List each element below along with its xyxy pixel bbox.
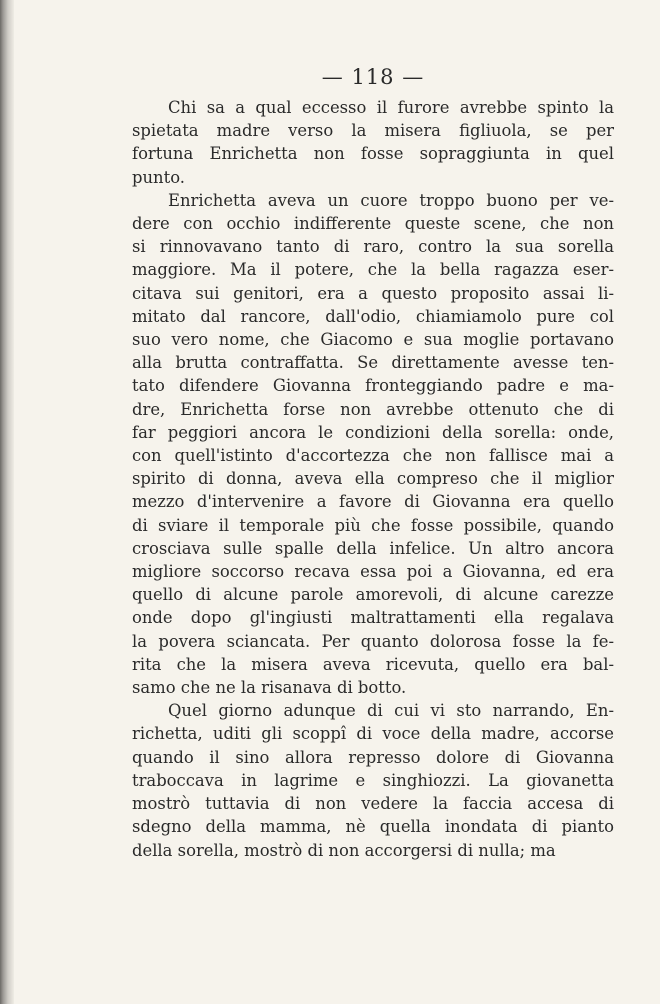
book-page xyxy=(132,62,614,862)
text-line: richetta, uditi gli scoppî di voce della madre, accorse xyxy=(132,724,614,744)
text-line: maggiore. Ma il potere, che la bella ragazza eser- xyxy=(132,260,614,280)
text-line: alla brutta contraffatta. Se direttamente avesse ten- xyxy=(132,353,614,373)
text-line: con quell'istinto d'accortezza che non fallisce mai a xyxy=(132,446,614,466)
text-line: traboccava in lagrime e singhiozzi. La giovanetta xyxy=(132,770,614,790)
page-text xyxy=(132,96,614,862)
text-line: crosciava sulle spalle della infelice. Un altro ancora xyxy=(132,538,614,558)
text-line: Enrichetta aveva un cuore troppo buono per ve- xyxy=(168,190,614,210)
text-line: Chi sa a qual eccesso il furore avrebbe spinto la xyxy=(168,98,614,117)
paragraph xyxy=(132,699,614,861)
text-line: quello di alcune parole amorevoli, di alcune carezze xyxy=(132,585,614,605)
text-line: citava sui genitori, era a questo proposito assai li- xyxy=(132,283,614,303)
text-line: quando il sino allora represso dolore di Giovanna xyxy=(132,747,614,767)
scan-edge-shadow xyxy=(0,0,14,1004)
text-line: della sorella, mostrò di non accorgersi di nulla; ma xyxy=(132,840,556,860)
text-line: la povera sciancata. Per quanto dolorosa fosse la fe- xyxy=(132,631,614,651)
paragraph xyxy=(132,189,614,699)
text-line: mitato dal rancore, dall'odio, chiamiamolo pure col xyxy=(132,306,614,326)
text-line: suo vero nome, che Giacomo e sua moglie portavano xyxy=(132,330,614,350)
text-line: spietata madre verso la misera figliuola, se per xyxy=(132,121,614,141)
text-line: spirito di donna, aveva ella compreso che il miglior xyxy=(132,469,614,489)
text-line: tato difendere Giovanna fronteggiando padre e ma- xyxy=(132,376,614,396)
text-line: samo che ne la risanava di botto. xyxy=(132,678,407,698)
text-line: far peggiori ancora le condizioni della sorella: onde, xyxy=(132,422,614,442)
text-line: mostrò tuttavia di non vedere la faccia accesa di xyxy=(132,794,614,814)
text-line: mezzo d'intervenire a favore di Giovanna era quello xyxy=(132,492,614,512)
page-number: — 118 — xyxy=(321,65,425,89)
paragraph xyxy=(132,96,614,189)
text-line: di sviare il temporale più che fosse possibile, quando xyxy=(132,515,614,535)
text-line: onde dopo gl'ingiusti maltrattamenti ella regalava xyxy=(132,608,614,628)
text-line: sdegno della mamma, nè quella inondata di pianto xyxy=(132,817,614,837)
text-line: migliore soccorso recava essa poi a Giovanna, ed era xyxy=(132,562,614,582)
text-line: si rinnovavano tanto di raro, contro la sua sorella xyxy=(132,237,614,257)
text-line: dere con occhio indifferente queste scene, che non xyxy=(132,214,614,234)
text-line: fortuna Enrichetta non fosse sopraggiunta in quel xyxy=(132,144,614,164)
text-line: Quel giorno adunque di cui vi sto narrando, En- xyxy=(168,701,614,721)
text-line: rita che la misera aveva ricevuta, quello era bal- xyxy=(132,654,614,674)
text-line: punto. xyxy=(132,167,185,187)
text-line: dre, Enrichetta forse non avrebbe ottenuto che di xyxy=(132,399,614,419)
